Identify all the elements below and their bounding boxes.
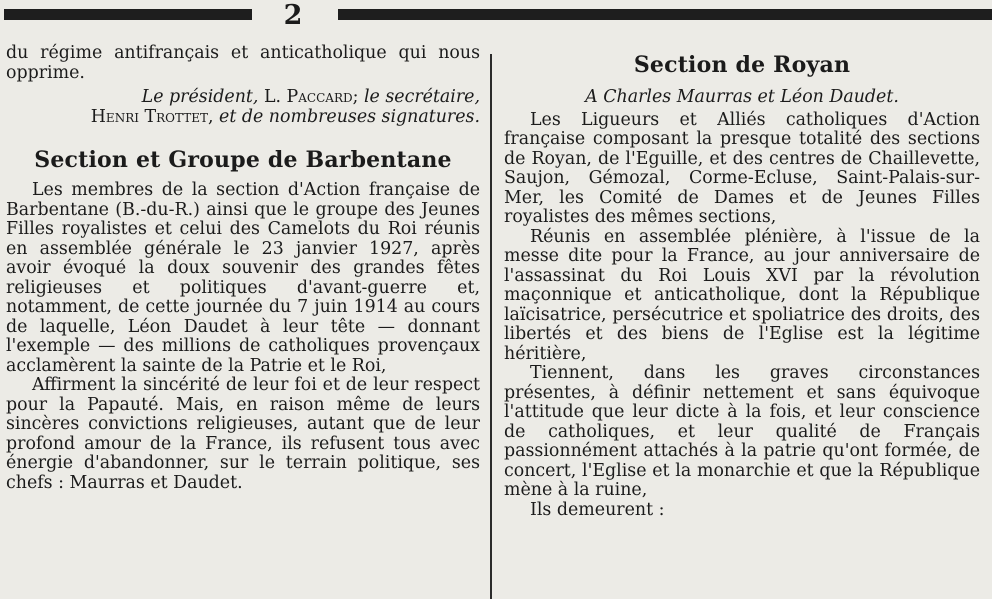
royan-paragraph-3: Tiennent, dans les graves circonstances présentes, à définir nettement et sans équivoque l'attitude que leur dicte à la fois, et leur conscience de catholiques, et leur qualité de Français passionnément attachés à la patrie qu'ont formée, de concert, l'Eglise et la monarchie et que la République mène à la ruine, — [504, 363, 980, 500]
signature-president-label: Le président, — [141, 87, 259, 107]
right-column — [504, 44, 980, 520]
column-divider — [490, 54, 492, 599]
barbentane-paragraph-2: Affirment la sincérité de leur foi et de leur respect pour la Papauté. Mais, en raison même de leurs sincères convictions religieuses, autant que de leur profond amour de la France, ils refusent tous avec énergie d'abandonner, sur le terrain politique, ses chefs : Maurras et Daudet. — [6, 375, 480, 493]
signature-others: et de nombreuses signatures. — [219, 106, 480, 127]
intro-paragraph: du régime antifrançais et anticatholique qui nous opprime. — [6, 43, 480, 83]
barbentane-paragraph-1: Les membres de la section d'Action française de Barbentane (B.-du-R.) ainsi que le groupe des Jeunes Filles royalistes et celui des Camelots du Roi réunis en assemblée générale le 23 janvier 1927, après avoir évoqué la doux souvenir des grandes fêtes religieuses et politiques d'avant-guerre et, notamment, de cette journée du 7 juin 1914 au cours de laquelle, Léon Daudet à leur tête — donnant l'exemple — des millions de catholiques provençaux acclamèrent la sainte de la Patrie et le Roi, — [6, 180, 480, 376]
left-column — [6, 44, 480, 493]
royan-paragraph-1: Les Ligueurs et Alliés catholiques d'Action française composant la presque totalité des sections de Royan, de l'Eguille, et des centres de Chaillevette, Saujon, Gémozal, Corme-Ecluse, Saint-Palais-sur-Mer, les Comité de Dames et de Jeunes Filles royalistes des mêmes sections, — [504, 109, 980, 227]
royan-paragraph-4: Ils demeurent : — [530, 499, 665, 520]
section-heading-royan: Section de Royan — [633, 52, 851, 78]
signature-secretary-label: le secrétaire, — [364, 87, 480, 107]
section-heading-barbentane: Section et Groupe de Barbentane — [34, 147, 452, 173]
royan-paragraph-2: Réunis en assemblée plénière, à l'issue de la messe dite pour la France, au jour anniversaire de l'assassinat du Roi Louis XVI par la révolution maçonnique et anticatholique, dont la République laïcisatrice, persécutrice et spoliatrice des droits, des libertés et des biens de l'Eglise est la légitime héritière, — [504, 226, 980, 364]
header-rule-right — [338, 9, 992, 20]
dedication-line: A Charles Maurras et Léon Daudet. — [585, 87, 899, 107]
header-rule-left — [4, 9, 252, 20]
page-number: 2 — [283, 0, 303, 31]
page-header — [0, 0, 992, 40]
signature-president-name: L. Paccard; — [263, 87, 359, 107]
signature-block — [6, 88, 480, 127]
signature-secretary-name: Henri Trottet, — [90, 106, 214, 127]
